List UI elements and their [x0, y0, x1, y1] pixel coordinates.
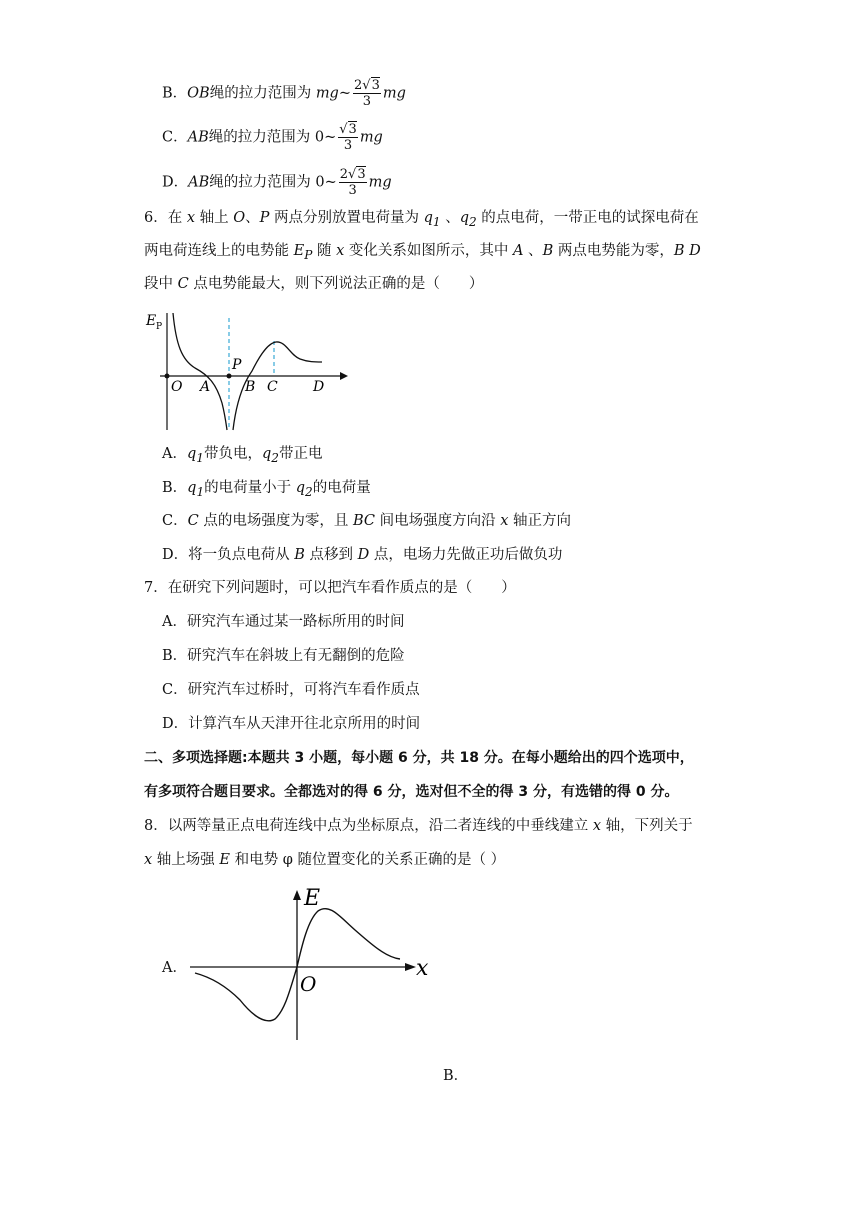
q7-stem: 7．在研究下列问题时，可以把汽车看作质点的是（ ） [144, 580, 516, 596]
label-p: P [232, 357, 242, 373]
curve-left [173, 313, 227, 430]
q6-option-d: D．将一负点电荷从 B 点移到 D 点，电场力先做正功后做负功 [162, 547, 563, 563]
y-axis-label-sub: P [156, 322, 163, 332]
point-p-dot [227, 374, 232, 379]
x-axis-arrow-icon [340, 372, 348, 380]
axes [160, 313, 348, 430]
y-axis-label: E [146, 313, 157, 329]
y-axis-label: E [304, 886, 321, 911]
fraction: $\frac{√3}{3}$ [339, 122, 357, 153]
origin-label: O [300, 972, 317, 996]
label-b: B [245, 379, 256, 395]
q8-option-a-label: A． [162, 960, 187, 976]
q7-option-c: C．研究汽车过桥时，可将汽车看作质点 [162, 682, 420, 698]
q8-option-a-graph [190, 885, 440, 1045]
q5-option-d: D．AB绳的拉力范围为 0~ $\frac{2√3}{3}$ mg [162, 167, 392, 198]
label-c: C [267, 379, 278, 395]
q7-option-a: A．研究汽车通过某一路标所用的时间 [162, 614, 405, 630]
fraction: $\frac{2√3}{3}$ [354, 78, 380, 109]
q8-option-b-label: B． [443, 1068, 469, 1084]
fraction: $\frac{2√3}{3}$ [339, 167, 366, 198]
q5-option-c: C．AB绳的拉力范围为 0~ $\frac{√3}{3}$ mg [162, 122, 383, 153]
q5-option-b: B．OB绳的拉力范围为 mg~ $\frac{2√3}{3}$ mg [162, 78, 406, 109]
q6-stem-line1: 6．在 x 轴上 O、P 两点分别放置电荷量为 $q_1$ 、$q_2$ 的点电荷，一带正电的试探电荷在 [144, 210, 699, 229]
q6-option-a: A．$q_1$带负电，$q_2$带正电 [162, 446, 323, 465]
x-axis-arrow-icon [405, 963, 416, 971]
x-axis-label: x [416, 956, 429, 981]
y-axis-arrow-icon [293, 890, 301, 900]
q6-stem-line2: 两电荷连线上的电势能 $E_P$ 随 x 变化关系如图所示，其中 A 、B 两点电势能为零，B D [144, 243, 701, 262]
q6-ep-graph [140, 305, 360, 435]
q8-stem-line2: x 轴上场强 E 和电势 φ 随位置变化的关系正确的是（ ） [144, 852, 506, 868]
q6-option-b: B．$q_1$的电荷量小于 $q_2$的电荷量 [162, 480, 371, 499]
q8-stem-line1: 8．以两等量正点电荷连线中点为坐标原点，沿二者连线的中垂线建立 x 轴，下列关于 [144, 818, 693, 834]
q7-option-b: B．研究汽车在斜坡上有无翻倒的危险 [162, 648, 405, 664]
section2-heading-line1: 二、多项选择题:本题共 3 小题，每小题 6 分，共 18 分。在每小题给出的四个选项中， [144, 750, 694, 766]
point-o-dot [165, 374, 170, 379]
label-d: D [313, 379, 325, 395]
label-a: A [200, 379, 211, 395]
section2-heading-line2: 有多项符合题目要求。全都选对的得 6 分，选对但不全的得 3 分，有选错的得 0 分。 [144, 784, 679, 800]
q6-stem-line3: 段中 C 点电势能最大，则下列说法正确的是（ ） [144, 276, 484, 292]
label-o: O [171, 379, 183, 395]
q7-option-d: D．计算汽车从天津开往北京所用的时间 [162, 716, 421, 732]
q6-option-c: C．C 点的电场强度为零，且 BC 间电场强度方向沿 x 轴正方向 [162, 513, 571, 529]
